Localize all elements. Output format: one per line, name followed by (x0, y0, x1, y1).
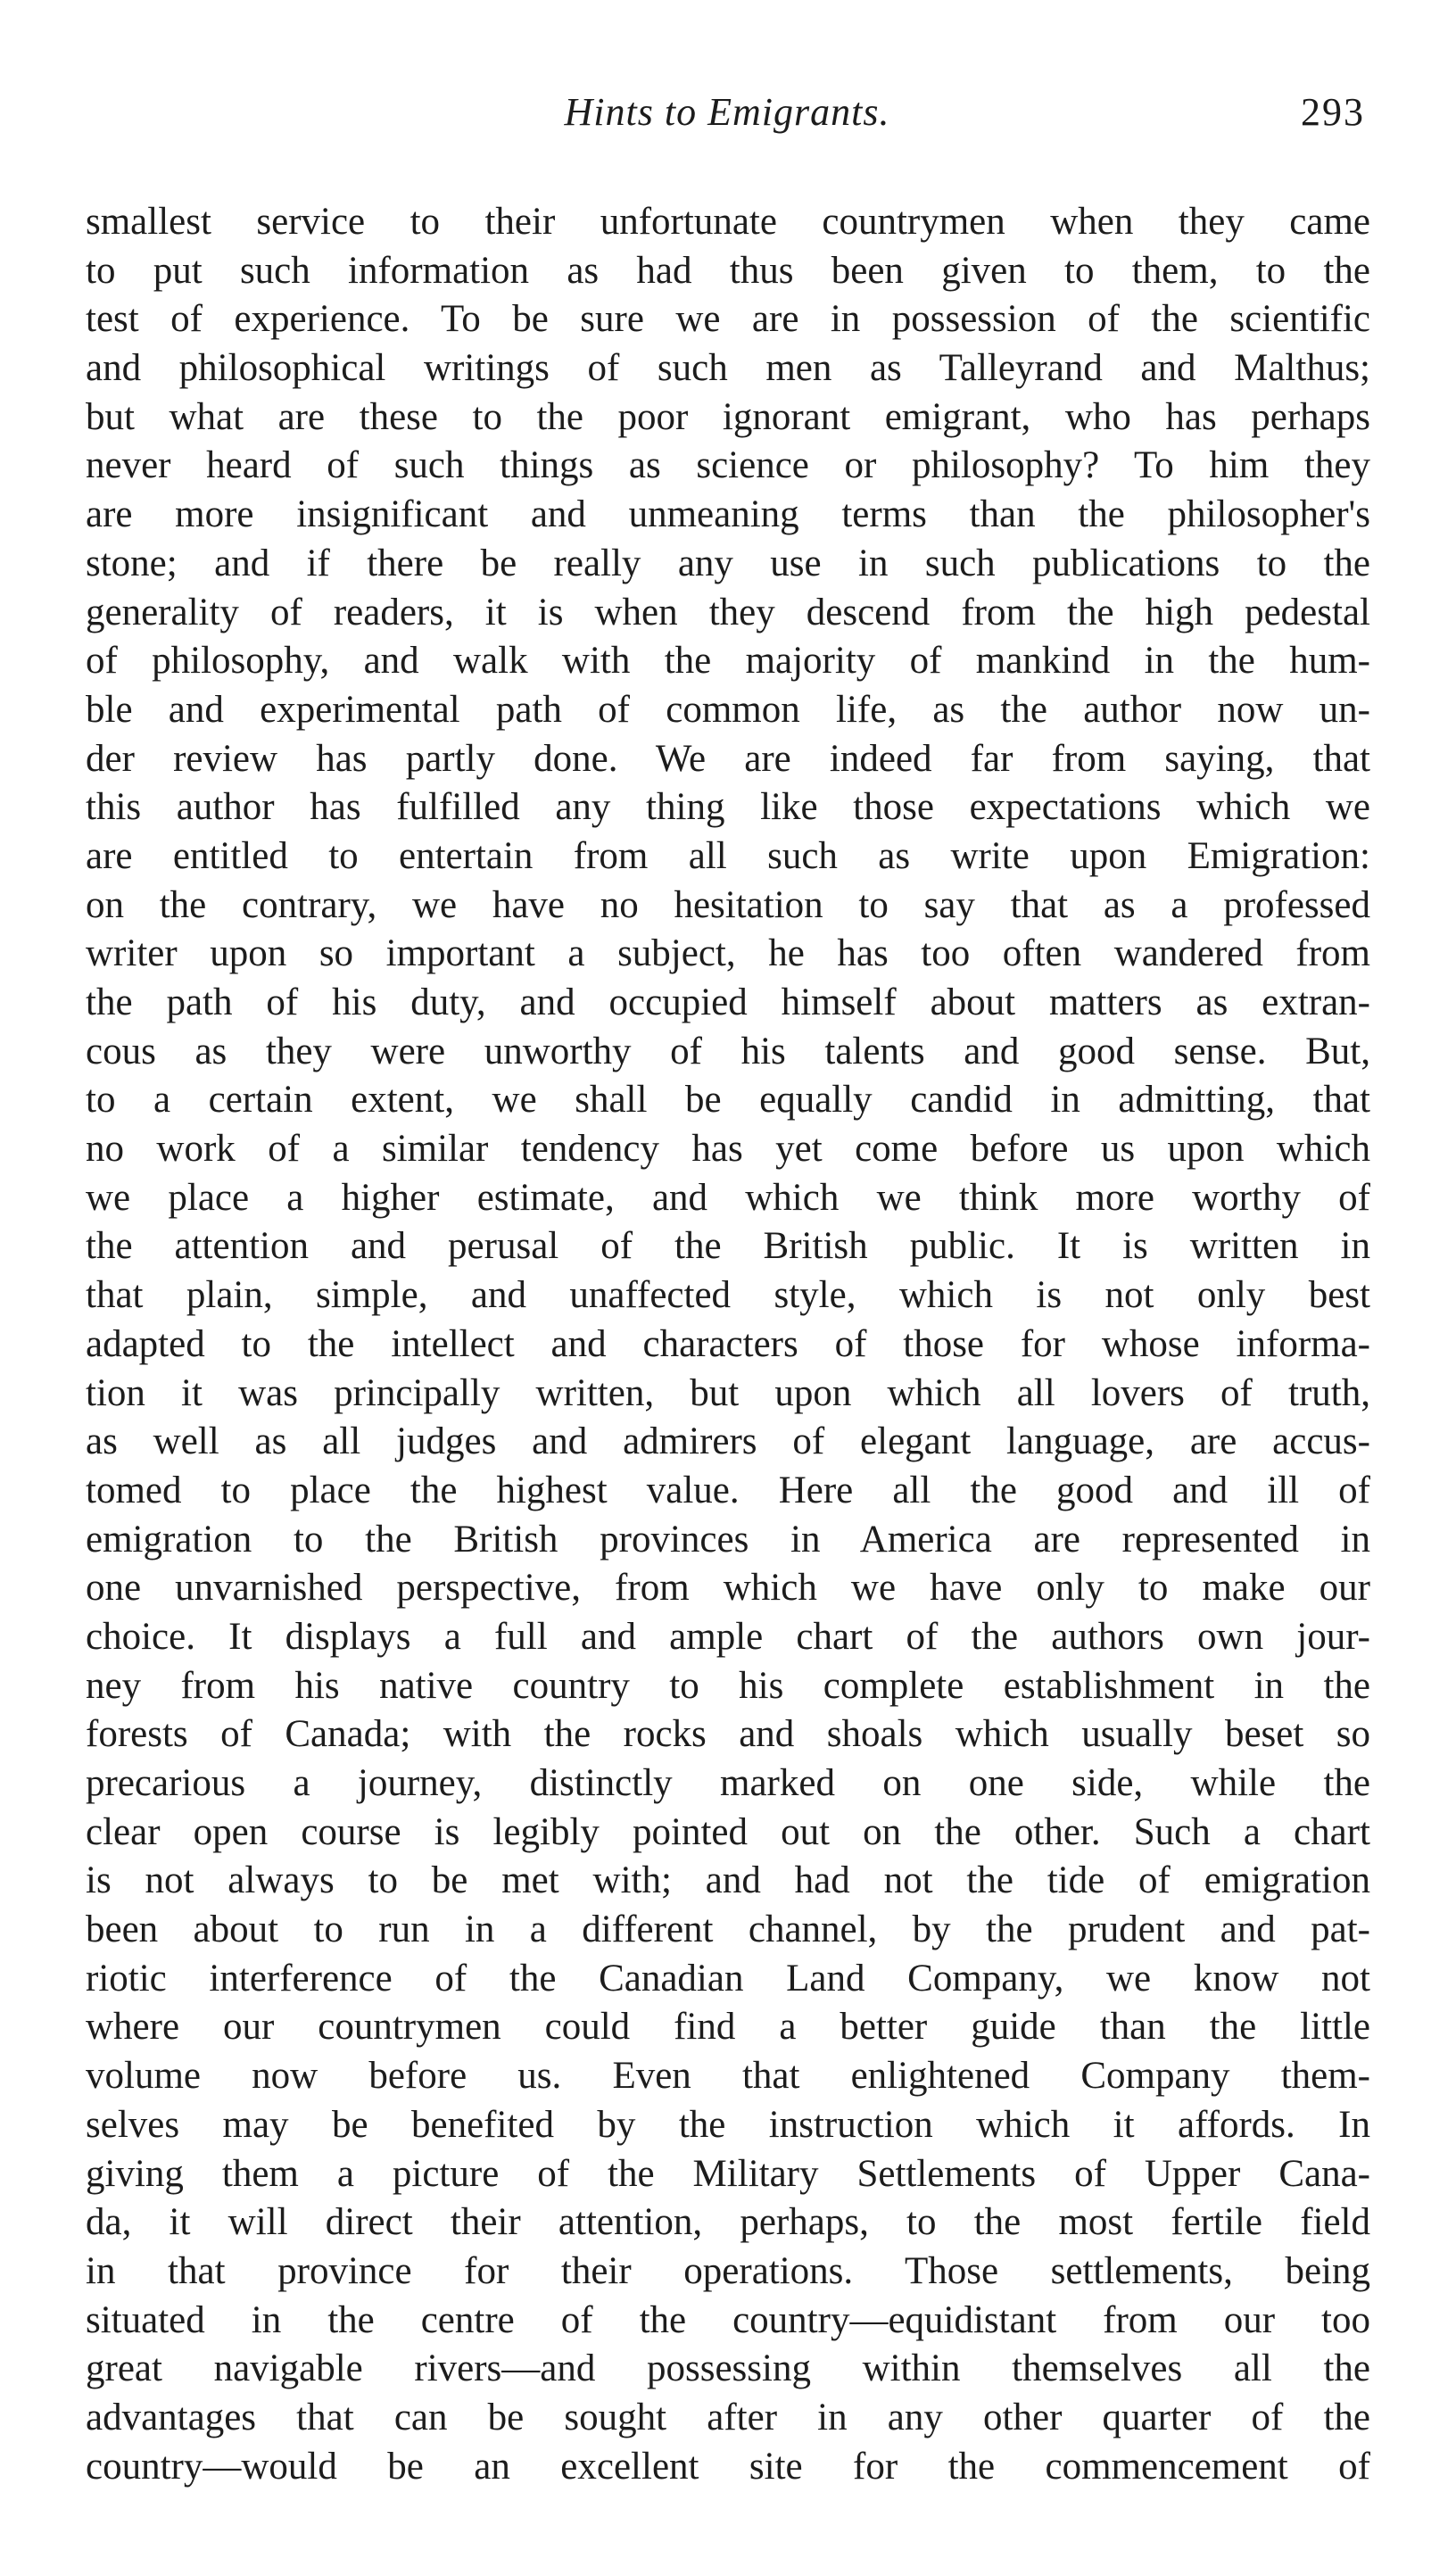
text-line: as well as all judges and admirers of elegant language, are accus- (86, 1420, 1370, 1463)
text-line: great navigable rivers—and possessing within themselves all the (86, 2347, 1370, 2390)
text-line: where our countrymen could find a better guide than the little (86, 2006, 1370, 2049)
text-line: precarious a journey, distinctly marked on one side, while the (86, 1762, 1370, 1804)
text-line: selves may be benefited by the instruction which it affords. In (86, 2103, 1370, 2146)
text-line: no work of a similar tendency has yet come before us upon which (86, 1128, 1370, 1171)
text-line: to a certain extent, we shall be equally candid in admitting, that (86, 1079, 1370, 1122)
text-line: ney from his native country to his complete establishment in the (86, 1664, 1370, 1707)
text-line: the attention and perusal of the British public. It is written in (86, 1225, 1370, 1268)
text-line: tion it was principally written, but upon which all lovers of truth, (86, 1371, 1370, 1414)
text-line: of philosophy, and walk with the majority of mankind in the hum- (86, 640, 1370, 683)
text-line: the path of his duty, and occupied himself about matters as extran- (86, 981, 1370, 1023)
text-line: on the contrary, we have no hesitation to say that as a professed (86, 883, 1370, 926)
text-line: are more insignificant and unmeaning terms than the philosopher's (86, 493, 1370, 536)
text-line: emigration to the British provinces in America are represented in (86, 1518, 1370, 1561)
text-line: situated in the centre of the country—equidistant from our too (86, 2298, 1370, 2341)
text-line: tomed to place the highest value. Here all the good and ill of (86, 1469, 1370, 1511)
running-title: Hints to Emigrants. (564, 90, 890, 134)
text-line: one unvarnished perspective, from which we have only to make our (86, 1567, 1370, 1610)
text-line: been about to run in a different channel, by the prudent and pat- (86, 1908, 1370, 1951)
text-line: ble and experimental path of common life, as the author now un- (86, 688, 1370, 731)
text-line: cous as they were unworthy of his talents and good sense. But, (86, 1030, 1370, 1072)
text-line: der review has partly done. We are indeed far from saying, that (86, 737, 1370, 780)
text-line: writer upon so important a subject, he has too often wandered from (86, 932, 1370, 975)
text-line: is not always to be met with; and had not the tide of emigration (86, 1859, 1370, 1902)
text-line: in that province for their operations. Those settlements, being (86, 2249, 1370, 2292)
text-line: never heard of such things as science or philosophy? To him they (86, 444, 1370, 487)
text-line: advantages that can be sought after in any other quarter of the (86, 2396, 1370, 2438)
text-line: but what are these to the poor ignorant emigrant, who has perhaps (86, 395, 1370, 438)
text-line: smallest service to their unfortunate countrymen when they came (86, 201, 1370, 243)
text-line: we place a higher estimate, and which we think more worthy of (86, 1176, 1370, 1219)
text-line: adapted to the intellect and characters of those for whose informa- (86, 1322, 1370, 1365)
page-number: 293 (1301, 90, 1365, 134)
text-line: to put such information as had thus been given to them, to the (86, 249, 1370, 292)
text-line: choice. It displays a full and ample chart of the authors own jour- (86, 1615, 1370, 1658)
text-line: country—would be an excellent site for the commencement of (86, 2445, 1370, 2488)
text-line: giving them a picture of the Military Settlements of Upper Cana- (86, 2152, 1370, 2195)
text-line: and philosophical writings of such men as Talleyrand and Malthus; (86, 347, 1370, 390)
text-line: that plain, simple, and unaffected style, which is not only best (86, 1274, 1370, 1317)
text-line: clear open course is legibly pointed out on the other. Such a chart (86, 1810, 1370, 1853)
text-line: generality of readers, it is when they descend from the high pedestal (86, 591, 1370, 633)
text-line: stone; and if there be really any use in such publications to the (86, 542, 1370, 584)
text-line: da, it will direct their attention, perhaps, to the most fertile field (86, 2201, 1370, 2244)
text-line: forests of Canada; with the rocks and shoals which usually beset so (86, 1713, 1370, 1756)
text-line: test of experience. To be sure we are in possession of the scientific (86, 298, 1370, 341)
body-text (86, 198, 1370, 2491)
text-line: volume now before us. Even that enlightened Company them- (86, 2055, 1370, 2098)
text-line: riotic interference of the Canadian Land Company, we know not (86, 1957, 1370, 1999)
text-line: are entitled to entertain from all such as write upon Emigration: (86, 834, 1370, 877)
running-head (89, 89, 1365, 143)
text-line: this author has fulfilled any thing like those expectations which we (86, 786, 1370, 829)
